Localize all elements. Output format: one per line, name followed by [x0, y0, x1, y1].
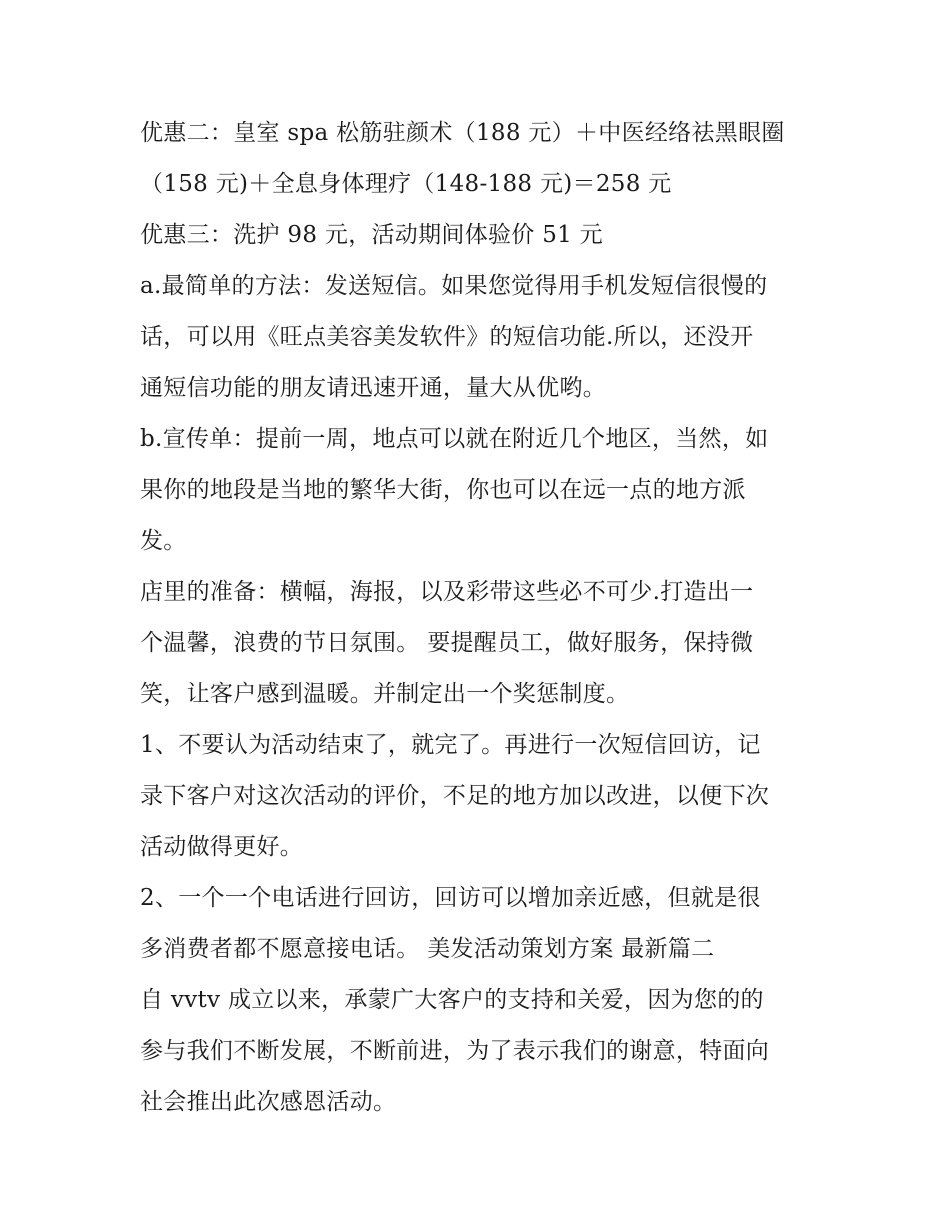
text-line: 发。: [140, 528, 187, 554]
text-line: 多消费者都不愿意接电话。 美发活动策划方案 最新篇二: [140, 936, 715, 962]
text-line: 优惠三：洗护 98 元，活动期间体验价 51 元: [140, 222, 603, 248]
text-line: 店里的准备：横幅，海报，以及彩带这些必不可少.打造出一: [140, 579, 754, 605]
text-line: 1、不要认为活动结束了，就完了。再进行一次短信回访，记: [140, 732, 761, 758]
document-body: [140, 108, 820, 1128]
text-line: 话，可以用《旺点美容美发软件》的短信功能.所以，还没开: [140, 324, 754, 350]
text-line: 录下客户对这次活动的评价，不足的地方加以改进，以便下次: [140, 783, 770, 809]
text-line: b.宣传单：提前一周，地点可以就在附近几个地区，当然，如: [140, 426, 769, 452]
text-line: 2、一个一个电话进行回访，回访可以增加亲近感，但就是很: [140, 885, 761, 911]
text-line: 笑，让客户感到温暖。并制定出一个奖惩制度。: [140, 681, 630, 707]
text-line: 果你的地段是当地的繁华大街，你也可以在远一点的地方派: [140, 477, 746, 503]
text-line: 通短信功能的朋友请迅速开通，量大从优哟。: [140, 375, 606, 401]
text-line: （158 元)＋全息身体理疗（148-188 元)＝258 元: [140, 171, 672, 197]
text-line: a.最简单的方法：发送短信。如果您觉得用手机发短信很慢的: [140, 273, 768, 299]
text-line: 社会推出此次感恩活动。: [140, 1089, 397, 1115]
text-line: 参与我们不断发展，不断前进，为了表示我们的谢意，特面向: [140, 1038, 770, 1064]
text-line: 自 vvtv 成立以来，承蒙广大客户的支持和关爱，因为您的的: [140, 987, 764, 1013]
text-line: 优惠二：皇室 spa 松筋驻颜术（188 元）＋中医经络祛黑眼圈: [140, 120, 785, 146]
text-line: 活动做得更好。: [140, 834, 304, 860]
text-line: 个温馨，浪费的节日氛围。 要提醒员工，做好服务，保持微: [140, 630, 754, 656]
